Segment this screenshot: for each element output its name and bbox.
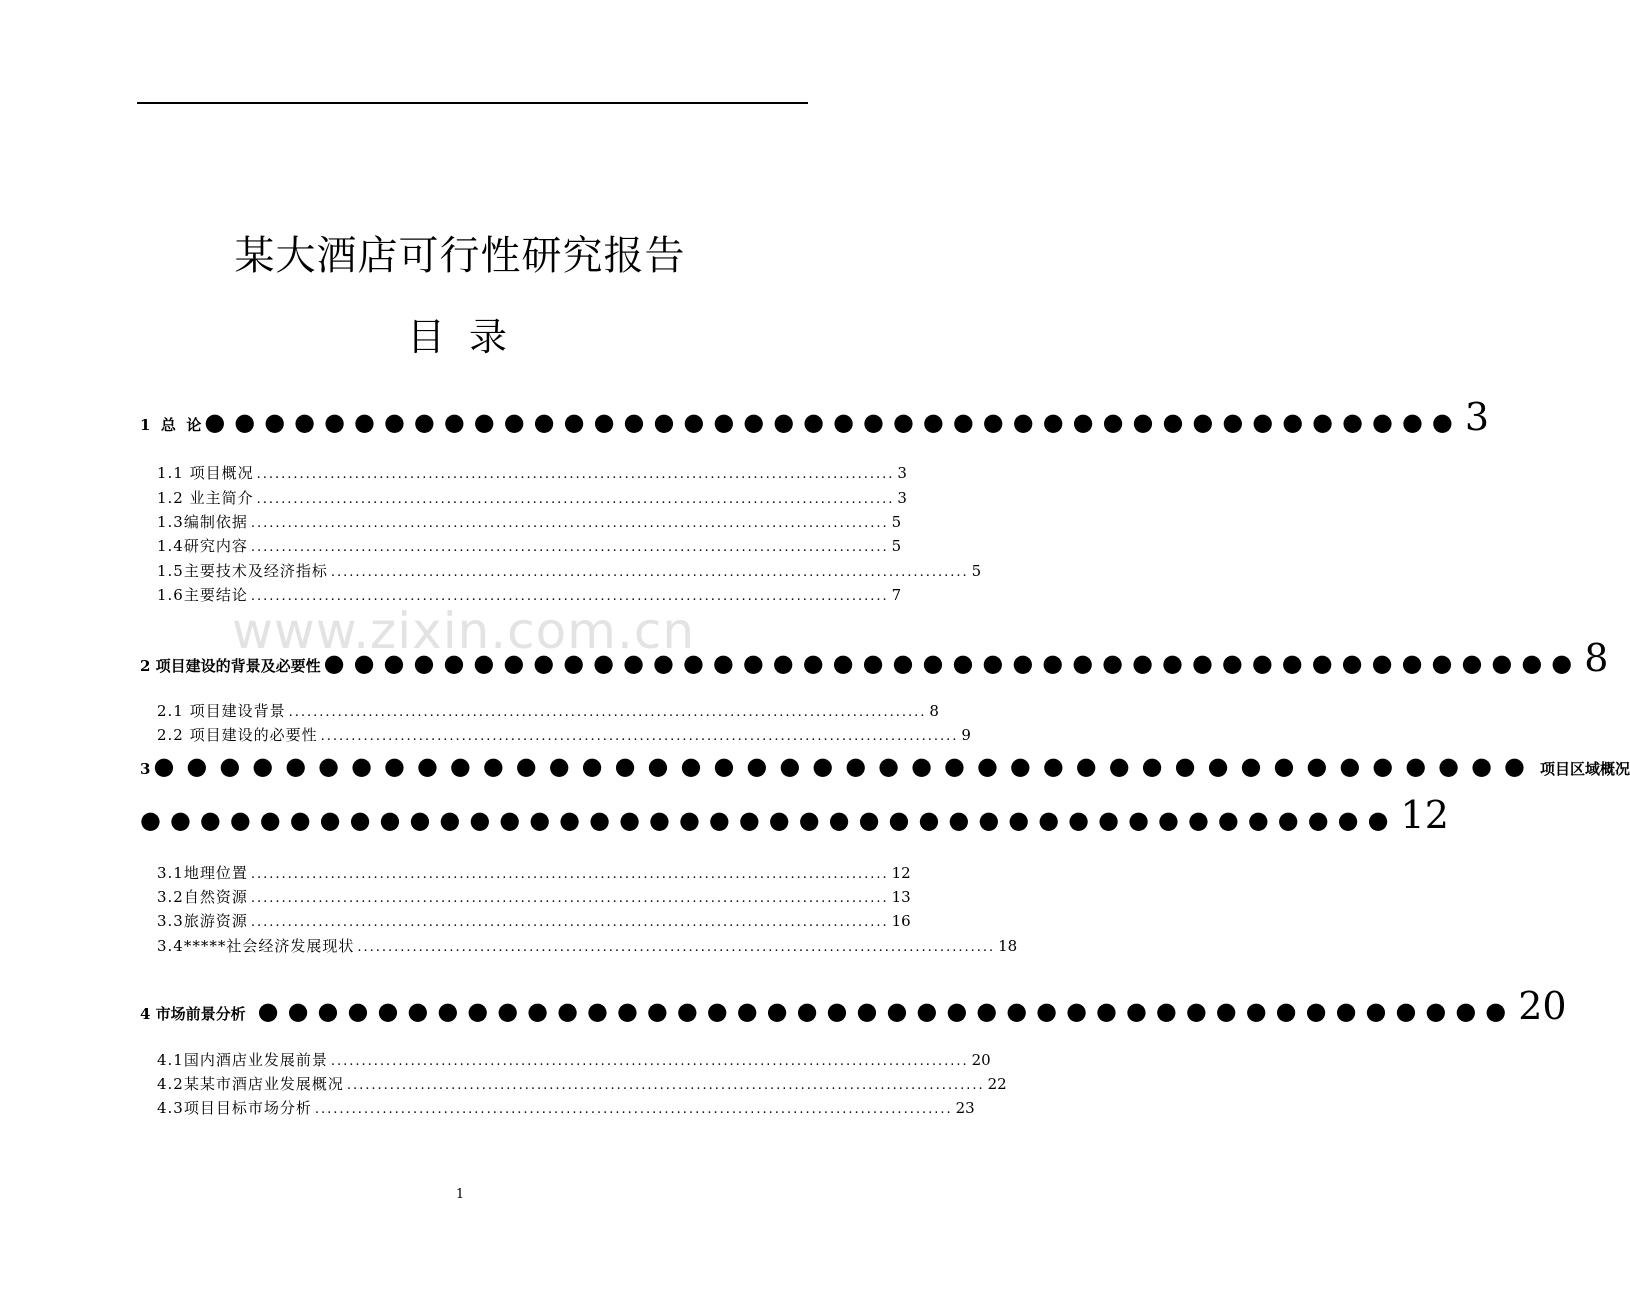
toc-section-label: 3.1地理位置 <box>157 864 248 882</box>
toc-section[interactable] <box>157 461 907 487</box>
leader-dots: ........................................................................................................ <box>250 915 889 930</box>
toc-chapter-label: 3 <box>140 760 151 778</box>
leader-dots: ........................................................................................................ <box>250 516 889 531</box>
toc-section[interactable] <box>157 1048 991 1074</box>
toc-section-label: 1.5主要技术及经济指标 <box>157 562 328 580</box>
leader-dots: ........................................................................................................ <box>314 1102 953 1117</box>
leader-dots: ........................................................................................................ <box>250 540 889 555</box>
toc-chapter-label: 2 项目建设的背景及必要性 <box>140 657 321 675</box>
toc-section-page: 12 <box>891 864 911 882</box>
document-title: 某大酒店可行性研究报告 <box>234 233 686 279</box>
leader-dots: ........................................................................................................ <box>250 891 889 906</box>
toc-section-page: 13 <box>891 888 911 906</box>
toc-section-page: 3 <box>897 464 907 482</box>
toc-chapter-3-continued[interactable] <box>140 793 1449 837</box>
toc-section-label: 3.4*****社会经济发展现状 <box>157 937 355 955</box>
toc-section-page: 20 <box>971 1051 991 1069</box>
toc-section-label: 4.3项目目标市场分析 <box>157 1099 312 1117</box>
toc-section-label: 3.3旅游资源 <box>157 912 248 930</box>
toc-section[interactable] <box>157 699 939 725</box>
toc-chapter-3[interactable] <box>140 751 1630 780</box>
toc-section[interactable] <box>157 909 911 935</box>
toc-section-label: 1.3编制依据 <box>157 513 248 531</box>
toc-section-label: 1.2 业主简介 <box>157 489 254 507</box>
toc-section-page: 9 <box>961 726 971 744</box>
toc-section-label: 4.2某某市酒店业发展概况 <box>157 1075 344 1093</box>
leader-dots: ●●●●●●●●●●●●●●●●●●●●●●●●●●●●●●●●●●●●●●●●●● <box>153 751 1537 780</box>
toc-section-label: 1.6主要结论 <box>157 586 248 604</box>
toc-section-page: 7 <box>891 586 902 604</box>
leader-dots: ........................................................................................................ <box>256 467 895 482</box>
toc-heading: 目 录 <box>406 315 514 359</box>
leader-dots: ●●●●●●●●●●●●●●●●●●●●●●●●●●●●●●●●●●●●●●●●●● <box>140 805 1398 834</box>
toc-chapter-page: 12 <box>1400 793 1449 837</box>
toc-section-label: 2.2 项目建设的必要性 <box>157 726 318 744</box>
toc-chapter-1[interactable] <box>140 395 1490 439</box>
toc-section[interactable] <box>157 723 971 749</box>
toc-chapter-4[interactable] <box>140 984 1567 1028</box>
toc-chapter-page: 8 <box>1584 636 1609 680</box>
toc-section[interactable] <box>157 934 1018 960</box>
toc-section[interactable] <box>157 559 982 585</box>
leader-dots: ........................................................................................................ <box>330 565 969 580</box>
toc-chapter-label: 4 市场前景分析 <box>140 1005 246 1023</box>
toc-section-page: 8 <box>929 702 939 720</box>
toc-chapter-2[interactable] <box>140 636 1609 680</box>
toc-section-page: 22 <box>987 1075 1007 1093</box>
toc-section-label: 1.1 项目概况 <box>157 464 254 482</box>
leader-dots: ........................................................................................................ <box>288 705 927 720</box>
toc-section-page: 5 <box>891 537 902 555</box>
toc-section-label: 1.4研究内容 <box>157 537 248 555</box>
toc-section[interactable] <box>157 583 902 609</box>
toc-chapter-page: 20 <box>1518 984 1567 1028</box>
toc-section-page: 5 <box>891 513 902 531</box>
toc-section[interactable] <box>157 885 911 911</box>
toc-section[interactable] <box>157 861 911 887</box>
toc-section-page: 23 <box>955 1099 975 1117</box>
toc-section[interactable] <box>157 510 902 536</box>
leader-dots: ........................................................................................................ <box>256 492 895 507</box>
toc-section[interactable] <box>157 534 902 560</box>
toc-section[interactable] <box>157 1096 975 1122</box>
leader-dots: ●●●●●●●●●●●●●●●●●●●●●●●●●●●●●●●●●●●●●●●●●● <box>257 996 1516 1025</box>
toc-section-label: 2.1 项目建设背景 <box>157 702 286 720</box>
watermark: www.zixin.com.cn <box>232 602 696 660</box>
toc-section-label: 4.1国内酒店业发展前景 <box>157 1051 328 1069</box>
toc-section-page: 5 <box>971 562 982 580</box>
leader-dots: ........................................................................................................ <box>346 1078 985 1093</box>
toc-section-page: 3 <box>897 489 907 507</box>
toc-section[interactable] <box>157 486 907 512</box>
leader-dots: ........................................................................................................ <box>330 1054 969 1069</box>
header-rule <box>137 102 808 104</box>
toc-chapter-page: 3 <box>1464 395 1490 439</box>
toc-section-page: 16 <box>891 912 911 930</box>
leader-dots: ........................................................................................................ <box>250 867 889 882</box>
leader-dots: ........................................................................................................ <box>357 940 996 955</box>
toc-chapter-tail: 项目区域概况 <box>1539 760 1630 778</box>
toc-section[interactable] <box>157 1072 1007 1098</box>
leader-dots: ●●●●●●●●●●●●●●●●●●●●●●●●●●●●●●●●●●●●●●●●●● <box>204 407 1462 436</box>
leader-dots: ●●●●●●●●●●●●●●●●●●●●●●●●●●●●●●●●●●●●●●●●●● <box>323 648 1582 677</box>
toc-chapter-label: 1 总 论 <box>140 416 202 434</box>
page-number: 1 <box>455 1187 465 1202</box>
toc-section-page: 18 <box>998 937 1018 955</box>
leader-dots: ........................................................................................................ <box>250 589 889 604</box>
leader-dots: ........................................................................................................ <box>320 729 959 744</box>
toc-section-label: 3.2自然资源 <box>157 888 248 906</box>
